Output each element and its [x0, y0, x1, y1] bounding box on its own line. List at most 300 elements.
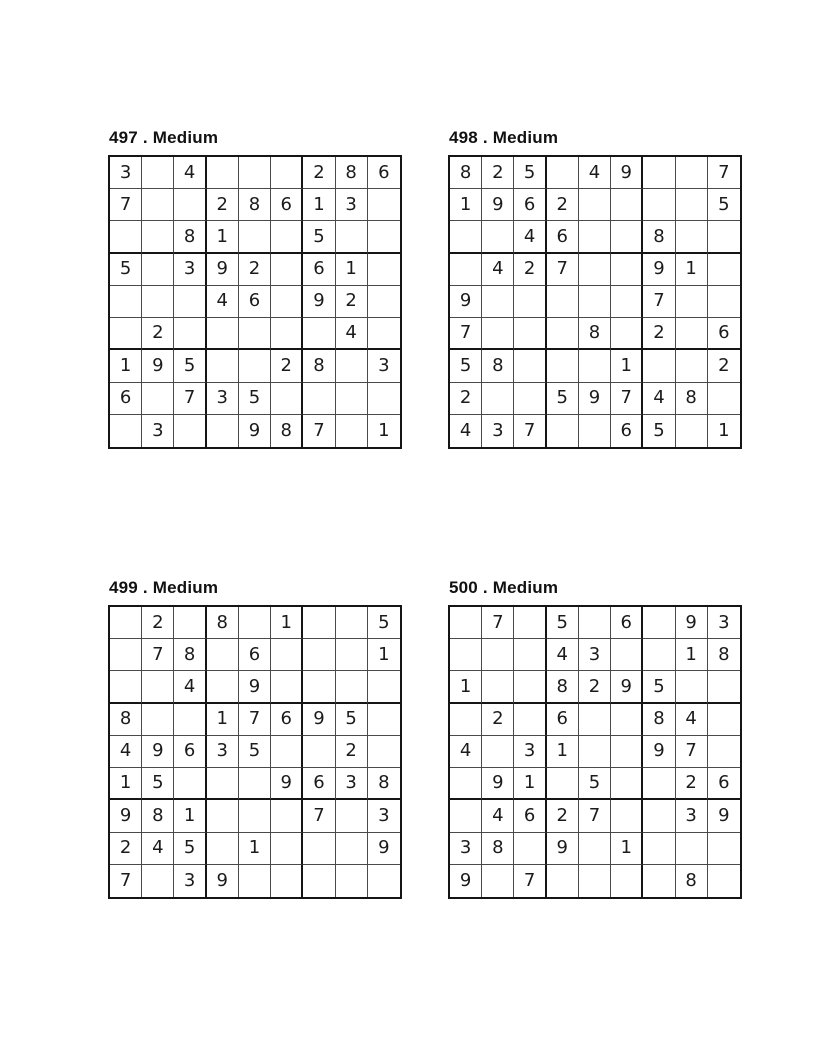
- sudoku-cell: [514, 833, 546, 865]
- sudoku-cell: [142, 221, 174, 253]
- sudoku-cell: 2: [708, 350, 740, 382]
- sudoku-cell: [303, 865, 335, 897]
- sudoku-cell: 7: [239, 704, 271, 736]
- sudoku-cell: 9: [271, 768, 303, 800]
- sudoku-cell: [239, 350, 271, 382]
- sudoku-cell: 3: [336, 768, 368, 800]
- sudoku-cell: 6: [271, 189, 303, 221]
- sudoku-cell: 6: [174, 736, 206, 768]
- sudoku-cell: 8: [643, 221, 675, 253]
- sudoku-cell: 4: [482, 800, 514, 832]
- sudoku-cell: [368, 221, 400, 253]
- sudoku-cell: 1: [110, 350, 142, 382]
- sudoku-cell: [643, 833, 675, 865]
- sudoku-cell: [336, 383, 368, 415]
- sudoku-cell: 6: [547, 704, 579, 736]
- sudoku-cell: 8: [450, 157, 482, 189]
- sudoku-cell: [110, 607, 142, 639]
- sudoku-cell: [708, 833, 740, 865]
- sudoku-cell: 4: [110, 736, 142, 768]
- sudoku-cell: [450, 639, 482, 671]
- sudoku-cell: [676, 286, 708, 318]
- sudoku-cell: 9: [482, 189, 514, 221]
- sudoku-cell: 5: [579, 768, 611, 800]
- sudoku-cell: 7: [611, 383, 643, 415]
- sudoku-cell: 6: [708, 768, 740, 800]
- sudoku-cell: [239, 865, 271, 897]
- sudoku-cell: 9: [142, 736, 174, 768]
- sudoku-cell: 6: [368, 157, 400, 189]
- sudoku-cell: 3: [207, 736, 239, 768]
- sudoku-cell: [336, 415, 368, 447]
- sudoku-cell: 4: [174, 157, 206, 189]
- sudoku-cell: 6: [611, 415, 643, 447]
- sudoku-cell: 5: [174, 833, 206, 865]
- sudoku-cell: 3: [708, 607, 740, 639]
- sudoku-cell: 1: [239, 833, 271, 865]
- sudoku-cell: 4: [450, 736, 482, 768]
- sudoku-cell: [579, 221, 611, 253]
- sudoku-cell: [482, 383, 514, 415]
- sudoku-cell: [676, 415, 708, 447]
- sudoku-cell: 9: [207, 254, 239, 286]
- sudoku-cell: 4: [676, 704, 708, 736]
- sudoku-cell: [611, 318, 643, 350]
- puzzle-title: 498 . Medium: [449, 128, 559, 147]
- sudoku-cell: 7: [676, 736, 708, 768]
- sudoku-cell: [336, 800, 368, 832]
- sudoku-cell: [611, 639, 643, 671]
- sudoku-cell: [142, 704, 174, 736]
- sudoku-cell: 5: [303, 221, 335, 253]
- sudoku-cell: 9: [142, 350, 174, 382]
- sudoku-cell: 6: [271, 704, 303, 736]
- sudoku-cell: 9: [579, 383, 611, 415]
- sudoku-cell: 3: [676, 800, 708, 832]
- sudoku-cell: [271, 800, 303, 832]
- sudoku-cell: 4: [643, 383, 675, 415]
- sudoku-cell: 2: [547, 189, 579, 221]
- sudoku-cell: [336, 639, 368, 671]
- sudoku-cell: [207, 639, 239, 671]
- sudoku-cell: 3: [579, 639, 611, 671]
- sudoku-cell: 9: [547, 833, 579, 865]
- sudoku-cell: 4: [547, 639, 579, 671]
- sudoku-cell: [708, 865, 740, 897]
- sudoku-cell: [579, 254, 611, 286]
- sudoku-cell: 3: [142, 415, 174, 447]
- sudoku-cell: 3: [174, 254, 206, 286]
- sudoku-cell: 8: [174, 639, 206, 671]
- sudoku-cell: 1: [271, 607, 303, 639]
- sudoku-cell: [482, 671, 514, 703]
- sudoku-cell: [368, 865, 400, 897]
- sudoku-cell: [368, 286, 400, 318]
- sudoku-cell: [368, 318, 400, 350]
- sudoku-cell: 4: [514, 221, 546, 253]
- sudoku-cell: [708, 736, 740, 768]
- sudoku-cell: [676, 221, 708, 253]
- sudoku-grid: [108, 605, 402, 899]
- sudoku-cell: [336, 671, 368, 703]
- puzzle-500: [448, 578, 742, 899]
- sudoku-cell: [303, 736, 335, 768]
- sudoku-grid: [448, 605, 742, 899]
- sudoku-cell: [643, 157, 675, 189]
- sudoku-cell: [643, 768, 675, 800]
- sudoku-cell: [708, 221, 740, 253]
- sudoku-cell: 6: [611, 607, 643, 639]
- sudoku-cell: 9: [676, 607, 708, 639]
- sudoku-cell: [303, 671, 335, 703]
- sudoku-cell: [708, 704, 740, 736]
- sudoku-cell: [174, 318, 206, 350]
- sudoku-cell: 1: [611, 350, 643, 382]
- sudoku-cell: [579, 833, 611, 865]
- sudoku-cell: [239, 800, 271, 832]
- sudoku-cell: 1: [514, 768, 546, 800]
- sudoku-cell: [482, 286, 514, 318]
- sudoku-cell: 3: [482, 415, 514, 447]
- sudoku-cell: 7: [643, 286, 675, 318]
- sudoku-cell: [611, 254, 643, 286]
- sudoku-cell: [271, 221, 303, 253]
- sudoku-cell: [142, 189, 174, 221]
- sudoku-cell: 8: [207, 607, 239, 639]
- sudoku-cell: 2: [643, 318, 675, 350]
- sudoku-cell: 8: [174, 221, 206, 253]
- sudoku-cell: [708, 383, 740, 415]
- sudoku-cell: [207, 671, 239, 703]
- sudoku-cell: 5: [708, 189, 740, 221]
- sudoku-cell: [174, 286, 206, 318]
- sudoku-cell: 3: [514, 736, 546, 768]
- sudoku-cell: 6: [303, 254, 335, 286]
- sudoku-cell: 7: [110, 865, 142, 897]
- sudoku-cell: [579, 350, 611, 382]
- sudoku-cell: 8: [708, 639, 740, 671]
- sudoku-cell: [239, 768, 271, 800]
- sudoku-cell: 8: [676, 383, 708, 415]
- sudoku-cell: [643, 639, 675, 671]
- sudoku-cell: 2: [142, 607, 174, 639]
- sudoku-cell: [482, 318, 514, 350]
- sudoku-cell: 7: [450, 318, 482, 350]
- sudoku-cell: [579, 736, 611, 768]
- sudoku-cell: 9: [611, 671, 643, 703]
- sudoku-cell: [271, 671, 303, 703]
- sudoku-cell: 1: [174, 800, 206, 832]
- sudoku-cell: 5: [174, 350, 206, 382]
- sudoku-cell: [142, 865, 174, 897]
- sudoku-cell: 4: [142, 833, 174, 865]
- sudoku-cell: [514, 704, 546, 736]
- sudoku-cell: [611, 768, 643, 800]
- sudoku-cell: [142, 383, 174, 415]
- sudoku-cell: 3: [368, 350, 400, 382]
- sudoku-cell: 8: [239, 189, 271, 221]
- sudoku-cell: [174, 768, 206, 800]
- sudoku-cell: 5: [547, 607, 579, 639]
- sudoku-cell: [110, 221, 142, 253]
- puzzle-title: 497 . Medium: [109, 128, 219, 147]
- sudoku-cell: [110, 639, 142, 671]
- sudoku-cell: [643, 189, 675, 221]
- sudoku-cell: 2: [450, 383, 482, 415]
- sudoku-cell: [450, 254, 482, 286]
- sudoku-cell: [547, 865, 579, 897]
- sudoku-cell: [207, 833, 239, 865]
- sudoku-cell: [579, 189, 611, 221]
- sudoku-cell: 6: [303, 768, 335, 800]
- sudoku-cell: 6: [708, 318, 740, 350]
- sudoku-cell: 9: [450, 286, 482, 318]
- sudoku-cell: 2: [336, 286, 368, 318]
- sudoku-cell: [368, 383, 400, 415]
- sudoku-cell: 1: [547, 736, 579, 768]
- sudoku-cell: [271, 865, 303, 897]
- sudoku-cell: [142, 254, 174, 286]
- puzzle-499: [108, 578, 402, 899]
- sudoku-cell: 5: [239, 383, 271, 415]
- sudoku-cell: 8: [676, 865, 708, 897]
- sudoku-cell: 6: [514, 800, 546, 832]
- sudoku-cell: 8: [110, 704, 142, 736]
- sudoku-cell: [142, 157, 174, 189]
- sudoku-cell: [547, 415, 579, 447]
- sudoku-cell: [676, 671, 708, 703]
- sudoku-cell: 5: [142, 768, 174, 800]
- sudoku-cell: [207, 318, 239, 350]
- sudoku-cell: [110, 318, 142, 350]
- sudoku-cell: 9: [207, 865, 239, 897]
- sudoku-cell: 2: [482, 704, 514, 736]
- sudoku-cell: [450, 607, 482, 639]
- sudoku-cell: 1: [110, 768, 142, 800]
- sudoku-cell: [303, 639, 335, 671]
- sudoku-cell: [110, 415, 142, 447]
- sudoku-cell: [611, 221, 643, 253]
- sudoku-cell: 8: [482, 833, 514, 865]
- sudoku-cell: [271, 254, 303, 286]
- sudoku-cell: [482, 736, 514, 768]
- sudoku-cell: [336, 607, 368, 639]
- sudoku-cell: 7: [708, 157, 740, 189]
- sudoku-cell: [207, 415, 239, 447]
- sudoku-cell: 5: [643, 415, 675, 447]
- sudoku-cell: 2: [110, 833, 142, 865]
- sudoku-cell: [514, 671, 546, 703]
- sudoku-cell: [303, 833, 335, 865]
- sudoku-cell: 8: [547, 671, 579, 703]
- sudoku-cell: [482, 221, 514, 253]
- sudoku-cell: 3: [336, 189, 368, 221]
- sudoku-cell: [514, 286, 546, 318]
- sudoku-cell: 1: [368, 639, 400, 671]
- sudoku-cell: 1: [378, 419, 390, 441]
- sudoku-cell: [676, 157, 708, 189]
- sudoku-cell: 7: [142, 639, 174, 671]
- puzzle-498: [448, 128, 742, 449]
- sudoku-cell: 9: [643, 736, 675, 768]
- sudoku-cell: [514, 318, 546, 350]
- sudoku-cell: [643, 865, 675, 897]
- sudoku-cell: 7: [547, 254, 579, 286]
- sudoku-cell: 9: [708, 800, 740, 832]
- sudoku-cell: 3: [368, 800, 400, 832]
- sudoku-cell: [207, 768, 239, 800]
- sudoku-cell: 2: [207, 189, 239, 221]
- sudoku-cell: [271, 318, 303, 350]
- sudoku-cell: [514, 383, 546, 415]
- sudoku-cell: [611, 189, 643, 221]
- sudoku-cell: [239, 157, 271, 189]
- sudoku-cell: [547, 286, 579, 318]
- sudoku-cell: [450, 704, 482, 736]
- sudoku-cell: [368, 671, 400, 703]
- sudoku-cell: [676, 350, 708, 382]
- sudoku-cell: [368, 189, 400, 221]
- sudoku-cell: 8: [579, 318, 611, 350]
- sudoku-cell: [239, 221, 271, 253]
- sudoku-cell: 1: [676, 254, 708, 286]
- sudoku-cell: 7: [174, 383, 206, 415]
- sudoku-cell: 5: [368, 607, 400, 639]
- sudoku-cell: 5: [547, 383, 579, 415]
- sudoku-cell: 9: [368, 833, 400, 865]
- sudoku-cell: [514, 607, 546, 639]
- sudoku-cell: [174, 415, 206, 447]
- sudoku-cell: [579, 415, 611, 447]
- sudoku-grid: [448, 155, 742, 449]
- sudoku-cell: 2: [482, 157, 514, 189]
- sudoku-cell: 2: [336, 736, 368, 768]
- sudoku-cell: 2: [239, 254, 271, 286]
- sudoku-cell: 9: [239, 671, 271, 703]
- sudoku-cell: [207, 800, 239, 832]
- sudoku-cell: 7: [303, 415, 335, 447]
- sudoku-cell: [708, 254, 740, 286]
- sudoku-cell: 7: [514, 865, 546, 897]
- sudoku-cell: 7: [482, 607, 514, 639]
- sudoku-cell: [547, 768, 579, 800]
- sudoku-cell: [239, 607, 271, 639]
- sudoku-cell: 4: [174, 671, 206, 703]
- sudoku-cell: 9: [450, 865, 482, 897]
- sudoku-cell: [303, 607, 335, 639]
- sudoku-grid: [108, 155, 402, 449]
- sudoku-cell: 4: [207, 286, 239, 318]
- sudoku-cell: [271, 833, 303, 865]
- sudoku-cell: 9: [611, 157, 643, 189]
- sudoku-cell: [142, 286, 174, 318]
- sudoku-cell: [579, 286, 611, 318]
- puzzle-497: [108, 128, 402, 449]
- sudoku-cell: 1: [450, 671, 482, 703]
- sudoku-cell: [336, 833, 368, 865]
- sudoku-cell: 2: [271, 350, 303, 382]
- sudoku-cell: 2: [514, 254, 546, 286]
- sudoku-cell: [336, 350, 368, 382]
- sudoku-cell: 2: [579, 671, 611, 703]
- sudoku-cell: [174, 189, 206, 221]
- sudoku-cell: [271, 639, 303, 671]
- sudoku-cell: [643, 800, 675, 832]
- sudoku-cell: 5: [110, 254, 142, 286]
- sudoku-cell: [450, 768, 482, 800]
- sudoku-cell: [482, 639, 514, 671]
- sudoku-cell: 5: [336, 704, 368, 736]
- sudoku-cell: [611, 865, 643, 897]
- sudoku-cell: [611, 704, 643, 736]
- sudoku-cell: 8: [482, 350, 514, 382]
- sudoku-cell: 9: [303, 286, 335, 318]
- sudoku-cell: 1: [676, 639, 708, 671]
- sudoku-cell: 4: [336, 318, 368, 350]
- puzzle-title: 500 . Medium: [449, 578, 559, 597]
- sudoku-cell: [336, 865, 368, 897]
- sudoku-cell: [450, 221, 482, 253]
- sudoku-cell: [643, 607, 675, 639]
- sudoku-cell: 9: [303, 704, 335, 736]
- sudoku-cell: 7: [303, 800, 335, 832]
- sudoku-cell: 1: [611, 833, 643, 865]
- sudoku-cell: 3: [450, 833, 482, 865]
- sudoku-cell: [676, 189, 708, 221]
- sudoku-cell: 2: [676, 768, 708, 800]
- sudoku-cell: [482, 865, 514, 897]
- sudoku-cell: 4: [482, 254, 514, 286]
- sudoku-cell: [368, 254, 400, 286]
- sudoku-cell: 5: [643, 671, 675, 703]
- sudoku-cell: 1: [207, 221, 239, 253]
- sudoku-cell: [271, 286, 303, 318]
- sudoku-cell: [110, 286, 142, 318]
- sudoku-cell: [547, 350, 579, 382]
- sudoku-cell: 5: [450, 350, 482, 382]
- sudoku-cell: [611, 286, 643, 318]
- sudoku-cell: 1: [303, 189, 335, 221]
- sudoku-cell: [271, 157, 303, 189]
- sudoku-cell: 9: [482, 768, 514, 800]
- sudoku-cell: 1: [207, 704, 239, 736]
- sudoku-cell: [676, 833, 708, 865]
- sudoku-cell: 7: [110, 189, 142, 221]
- sudoku-cell: [239, 318, 271, 350]
- sudoku-cell: [336, 221, 368, 253]
- sudoku-cell: [547, 318, 579, 350]
- sudoku-cell: 9: [239, 415, 271, 447]
- sudoku-cell: [643, 350, 675, 382]
- sudoku-cell: [579, 865, 611, 897]
- sudoku-cell: 1: [450, 189, 482, 221]
- sudoku-cell: [271, 736, 303, 768]
- sudoku-cell: 7: [514, 415, 546, 447]
- sudoku-cell: [611, 800, 643, 832]
- sudoku-cell: 4: [579, 157, 611, 189]
- sudoku-cell: [207, 350, 239, 382]
- sudoku-cell: 3: [110, 157, 142, 189]
- sudoku-cell: 5: [514, 157, 546, 189]
- sudoku-cell: 3: [207, 383, 239, 415]
- sudoku-cell: [579, 607, 611, 639]
- sudoku-cell: 6: [239, 286, 271, 318]
- sudoku-cell: 2: [142, 318, 174, 350]
- sudoku-cell: [611, 736, 643, 768]
- sudoku-cell: 2: [547, 800, 579, 832]
- sudoku-cell: [110, 671, 142, 703]
- sudoku-cell: [514, 639, 546, 671]
